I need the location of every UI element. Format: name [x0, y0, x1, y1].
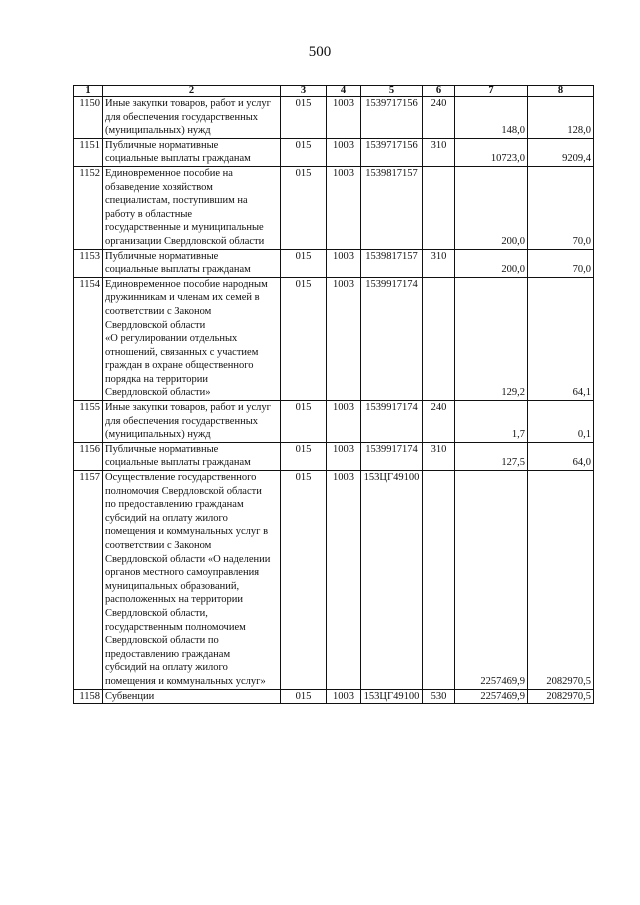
table-row — [74, 442, 594, 470]
row-expense-type — [423, 277, 455, 400]
row-ministry-code: 015 — [281, 401, 327, 443]
row-amount-col8: 70,0 — [528, 166, 594, 249]
row-amount-col7: 2257469,9 — [455, 471, 528, 690]
column-header: 4 — [327, 86, 361, 97]
row-expense-type: 240 — [423, 401, 455, 443]
row-amount-col8: 70,0 — [528, 249, 594, 277]
row-number: 1157 — [74, 471, 103, 690]
table-row — [74, 471, 594, 690]
table-row — [74, 689, 594, 704]
row-target-article: 1539717156 — [361, 138, 423, 166]
row-description: Единовременное пособие на обзаведение хозяйством специалистам, поступившим на работу в областные государственные и муниципальные организации Свердловской области — [103, 166, 281, 249]
row-amount-col7: 200,0 — [455, 249, 528, 277]
row-amount-col8: 2082970,5 — [528, 471, 594, 690]
row-number: 1156 — [74, 442, 103, 470]
column-header: 5 — [361, 86, 423, 97]
table-header-row — [74, 86, 594, 97]
column-header: 3 — [281, 86, 327, 97]
row-section-code: 1003 — [327, 97, 361, 139]
row-section-code: 1003 — [327, 138, 361, 166]
column-header: 8 — [528, 86, 594, 97]
row-amount-col8: 2082970,5 — [528, 689, 594, 704]
row-amount-col8: 64,0 — [528, 442, 594, 470]
row-description: Публичные нормативные социальные выплаты гражданам — [103, 249, 281, 277]
row-amount-col7: 200,0 — [455, 166, 528, 249]
row-section-code: 1003 — [327, 401, 361, 443]
row-section-code: 1003 — [327, 471, 361, 690]
row-amount-col7: 127,5 — [455, 442, 528, 470]
row-ministry-code: 015 — [281, 277, 327, 400]
row-number: 1155 — [74, 401, 103, 443]
row-description: Иные закупки товаров, работ и услуг для обеспечения государственных (муниципальных) нужд — [103, 97, 281, 139]
table-row — [74, 138, 594, 166]
row-section-code: 1003 — [327, 277, 361, 400]
row-expense-type: 310 — [423, 138, 455, 166]
row-number: 1150 — [74, 97, 103, 139]
row-number: 1154 — [74, 277, 103, 400]
column-header: 2 — [103, 86, 281, 97]
row-ministry-code: 015 — [281, 97, 327, 139]
row-target-article: 1539917174 — [361, 401, 423, 443]
row-description: Публичные нормативные социальные выплаты гражданам — [103, 138, 281, 166]
row-description: Иные закупки товаров, работ и услуг для обеспечения государственных (муниципальных) нужд — [103, 401, 281, 443]
row-description: Единовременное пособие народным дружинникам и членам их семей в соответствии с Законом Свердловской области «О регулировании отдельных отношений, связанных с участием граждан в охране общественного порядка на территории Свердловской области» — [103, 277, 281, 400]
row-ministry-code: 015 — [281, 471, 327, 690]
row-amount-col7: 148,0 — [455, 97, 528, 139]
row-amount-col7: 2257469,9 — [455, 689, 528, 704]
row-expense-type: 240 — [423, 97, 455, 139]
table-row — [74, 249, 594, 277]
table-row — [74, 277, 594, 400]
page-number: 500 — [308, 44, 332, 60]
row-number: 1151 — [74, 138, 103, 166]
row-ministry-code: 015 — [281, 442, 327, 470]
row-amount-col8: 128,0 — [528, 97, 594, 139]
row-description: Публичные нормативные социальные выплаты гражданам — [103, 442, 281, 470]
row-amount-col8: 0,1 — [528, 401, 594, 443]
row-number: 1158 — [74, 689, 103, 704]
row-expense-type: 310 — [423, 249, 455, 277]
row-ministry-code: 015 — [281, 249, 327, 277]
row-description: Субвенции — [103, 689, 281, 704]
row-ministry-code: 015 — [281, 689, 327, 704]
row-number: 1153 — [74, 249, 103, 277]
row-section-code: 1003 — [327, 249, 361, 277]
row-expense-type — [423, 471, 455, 690]
table-row — [74, 166, 594, 249]
column-header: 7 — [455, 86, 528, 97]
row-ministry-code: 015 — [281, 166, 327, 249]
row-amount-col7: 1,7 — [455, 401, 528, 443]
row-target-article: 1539817157 — [361, 249, 423, 277]
row-description: Осуществление государственного полномочия Свердловской области по предоставлению гражданам субсидий на оплату жилого помещения и коммунальных услуг в соответствии с Законом Свердловской области «О наделении органов местного самоуправления муниципальных образований, расположенных на территории Свердловской области, государственным полномочием Свердловской области по предоставлению гражданам субсидий на оплату жилого помещения и коммунальных услуг» — [103, 471, 281, 690]
column-header: 6 — [423, 86, 455, 97]
budget-table — [73, 85, 594, 704]
row-target-article: 1539917174 — [361, 277, 423, 400]
table-row — [74, 97, 594, 139]
column-header: 1 — [74, 86, 103, 97]
row-amount-col8: 9209,4 — [528, 138, 594, 166]
table-row — [74, 401, 594, 443]
row-target-article: 1539817157 — [361, 166, 423, 249]
row-section-code: 1003 — [327, 166, 361, 249]
row-amount-col7: 129,2 — [455, 277, 528, 400]
row-ministry-code: 015 — [281, 138, 327, 166]
row-target-article: 153ЦГ49100 — [361, 689, 423, 704]
row-expense-type: 530 — [423, 689, 455, 704]
row-target-article: 153ЦГ49100 — [361, 471, 423, 690]
row-section-code: 1003 — [327, 442, 361, 470]
row-amount-col8: 64,1 — [528, 277, 594, 400]
row-expense-type: 310 — [423, 442, 455, 470]
row-amount-col7: 10723,0 — [455, 138, 528, 166]
row-section-code: 1003 — [327, 689, 361, 704]
row-number: 1152 — [74, 166, 103, 249]
row-expense-type — [423, 166, 455, 249]
row-target-article: 1539917174 — [361, 442, 423, 470]
row-target-article: 1539717156 — [361, 97, 423, 139]
